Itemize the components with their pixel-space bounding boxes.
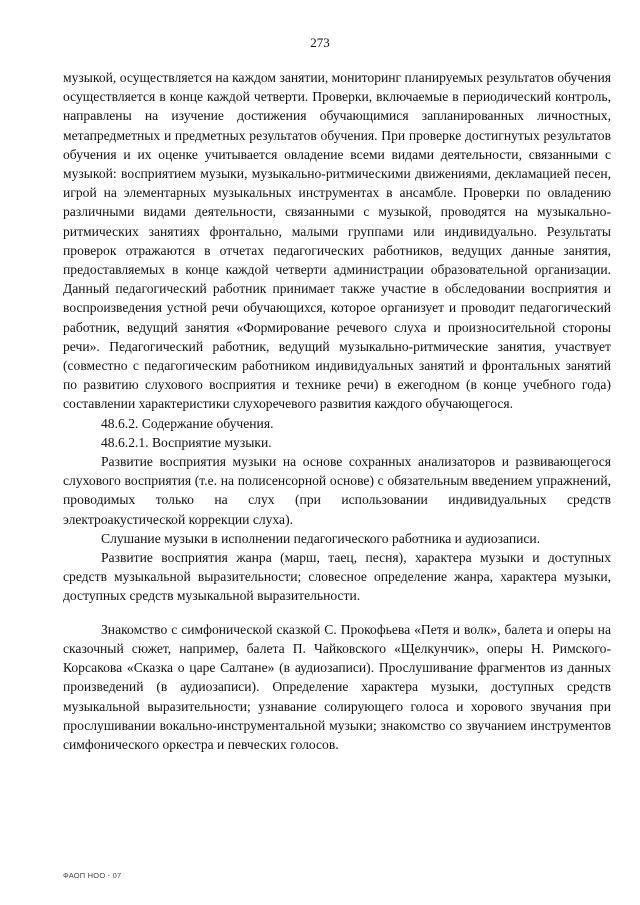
paragraph-perception-development: Развитие восприятия музыки на основе сохранных анализаторов и развивающегося слухового восприятия (т.е. на полисенсорной основе) с обязательным введением упражнений, проводимых только на слух (при использовании индивидуальных средств электроакустической коррекции слуха). bbox=[63, 454, 611, 527]
page-number: 273 bbox=[310, 35, 330, 50]
document-body bbox=[63, 68, 611, 754]
section-heading-content: 48.6.2. Содержание обучения. bbox=[101, 415, 274, 431]
subsection-heading-perception: 48.6.2.1. Восприятие музыки. bbox=[101, 434, 272, 450]
paragraph-monitoring: музыкой, осуществляется на каждом занятии, мониторинг планируемых результатов обучения осуществляется в конце каждой четверти. Проверки, включаемые в периодический контроль, направлены на изучение достижения обучающимися запланированных личностных, метапредметных и предметных результатов обучения. При проверке достигнутых результатов обучения и их оценке учитывается овладение всеми видами деятельности, связанными с музыкой: восприятием музыки, музыкально-ритмическими движениями, декламацией песен, игрой на элементарных музыкальных инструментах в ансамбле. Проверки по овладению различными видами деятельности, связанными с музыкой, проводятся на музыкально-ритмических занятиях фронтально, малыми группами или индивидуально. Результаты проверок отражаются в отчетах педагогических работников, ведущих данные занятия, предоставляемых в конце каждой четверти администрации образовательной организации. Данный педагогический работник принимает также участие в обследовании восприятия и воспроизведения устной речи обучающихся, которое организует и проводит педагогический работник, ведущий занятия «Формирование речевого слуха и произносительной стороны речи». Педагогический работник, ведущий музыкально-ритмические занятия, участвует (совместно с педагогическим работником индивидуальных занятий и фронтальных занятий по развитию слухового восприятия и технике речи) в ежегодном (в конце учебного года) составлении характеристики слухоречевого развития каждого обучающегося. bbox=[63, 70, 611, 412]
footer-label: ФАОП НОО - 07 bbox=[63, 871, 122, 880]
paragraph-listening: Слушание музыки в исполнении педагогического работника и аудиозаписи. bbox=[101, 530, 541, 546]
paragraph-acquaintance: Знакомство с симфонической сказкой С. Прокофьева «Петя и волк», балета и оперы на сказочный сюжет, например, балета П. Чайковского «Щелкунчик», оперы Н. Римского-Корсакова «Сказка о царе Салтане» (в аудиозаписи). Прослушивание фрагментов из данных произведений (в аудиозаписи). Определение характера музыки, доступных средств музыкальной выразительности; узнавание солирующего голоса и хорового звучания при прослушивании вокально-инструментальной музыки; знакомство со звучанием инструментов симфонического оркестра и певческих голосов. bbox=[63, 621, 611, 752]
paragraph-genre: Развитие восприятия жанра (марш, таец, песня), характера музыки и доступных средств музыкальной выразительности; словесное определение жанра, характера музыки, доступных средств музыкальной выразительности. bbox=[63, 550, 611, 604]
